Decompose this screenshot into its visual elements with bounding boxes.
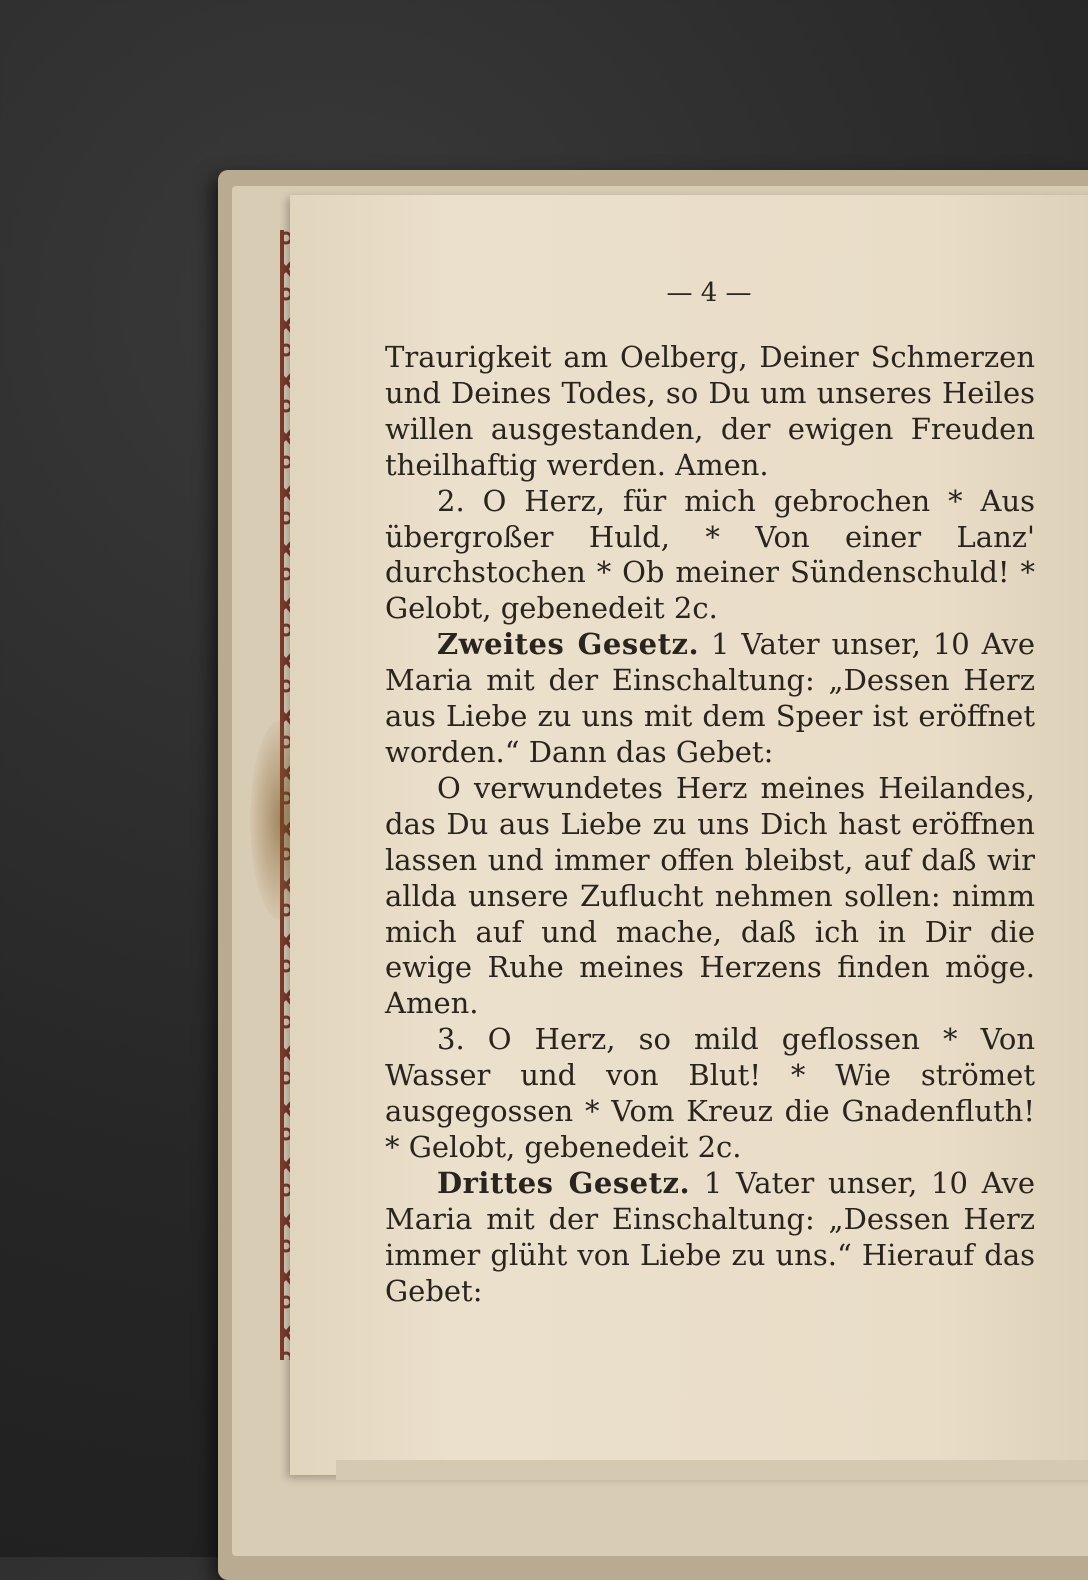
section-heading-2: Zweites Gesetz. — [437, 627, 700, 662]
paragraph-6 — [385, 1166, 1035, 1310]
paragraph-6-body: 1 Vater unser, 10 Ave Maria mit der Einschaltung: „Dessen Herz immer glüht von Liebe zu uns.“ Hierauf das Gebet: — [385, 1165, 1035, 1308]
page-number: — 4 — — [666, 278, 752, 308]
paragraph-2: 2. O Herz, für mich gebrochen * Aus übergroßer Huld, * Von einer Lanz' durchstochen * Ob meiner Sündenschuld! * Gelobt, gebenedeit 2c. — [385, 483, 1035, 626]
paragraph-3-body: 1 Vater unser, 10 Ave Maria mit der Einschaltung: „Dessen Herz aus Liebe zu uns mit dem Speer ist eröffnet worden.“ Dann das Gebet: — [385, 627, 1035, 769]
page-text — [385, 340, 1035, 1309]
paragraph-1: Traurigkeit am Oelberg, Deiner Schmerzen und Deines Todes, so Du um unseres Heiles willen ausgestanden, der ewigen Freuden theilhaftig werden. Amen. — [385, 340, 1035, 482]
paragraph-4: O verwundetes Herz meines Heilandes, das Du aus Liebe zu uns Dich hast eröffnen lassen und immer offen bleibst, auf daß wir allda unsere Zuflucht nehmen sollen: nimm mich auf und mache, daß ich in Dir die ewige Ruhe meines Herzens finden möge. Amen. — [385, 770, 1035, 1021]
paragraph-3 — [385, 627, 1035, 771]
section-heading-3: Drittes Gesetz. — [437, 1165, 691, 1200]
paragraph-5: 3. O Herz, so mild geflossen * Von Wasser und von Blut! * Wie strömet ausgegossen * Vom Kreuz die Gnadenfluth! * Gelobt, gebenedeit 2c. — [385, 1022, 1035, 1164]
page-bottom-edge — [336, 1460, 1088, 1480]
